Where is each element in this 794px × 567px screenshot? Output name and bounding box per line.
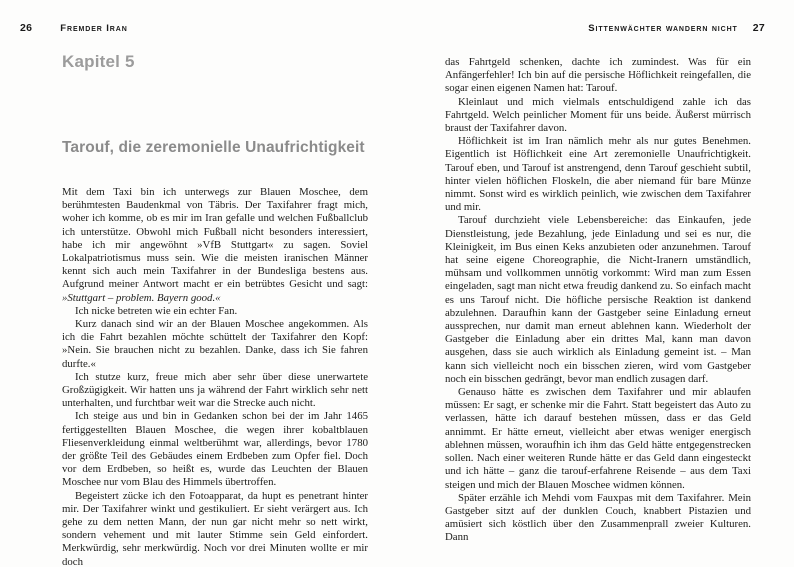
paragraph: Kurz danach sind wir an der Blauen Moschee angekommen. Als ich die Fahrt bezahlen möchte schüttelt der Taxifahrer den Kopf: »Nein. Sie brauchen nicht zu bezahlen. Danke, dass ich Sie fahren durfte.« (62, 318, 368, 370)
paragraph: Genauso hätte es zwischen dem Taxifahrer und mir ablaufen müssen: Er sagt, er schenke mir die Fahrt. Statt begeistert das Auto zu verlassen, hätte ich darauf bestehen müssen, dass er das Geld annimmt. Er hätte erneut, vielleicht aber etwas weniger energisch ablehnen müssen, woraufhin ich ihm das Geld hätte entgegenstrecken sollen. Nach einer weiteren Runde hätte er das Geld dann eingesteckt und ich hätte – ganz die tarouf-erfahrene Reisende – aus dem Taxi steigen und mich der Blauen Moschee widmen können. (445, 386, 751, 491)
paragraph: Mit dem Taxi bin ich unterwegs zur Blauen Moschee, dem berühmtesten Baudenkmal von Täbris. Der Taxifahrer fragt mich, woher ich komme, ob es mir im Iran gefalle und welchen Fußballclub ich unterstütze. Obwohl mich Fußball nicht besonders interessiert, habe ich mir angewöhnt »VfB Stuttgart« zu sagen. Soviel Lokalpatriotismus muss sein. Wie die meisten iranischen Männer kennt sich auch mein Taxifahrer in der Bundesliga bestens aus. Aufgrund meiner Antwort macht er ein betrübtes Gesicht und sagt: »Stuttgart – problem. Bayern good.« (62, 186, 368, 304)
paragraph: Ich stutze kurz, freue mich aber sehr über diese unerwartete Großzügigkeit. Wir hatten uns ja während der Fahrt wirklich sehr nett unterhalten, und furchtbar weit war die Strecke auch nicht. (62, 370, 368, 410)
chapter-title: Tarouf, die zeremonielle Unaufrichtigkeit (62, 139, 365, 156)
paragraph: Ich steige aus und bin in Gedanken schon bei der im Jahr 1465 fertiggestellten Blauen Moschee, die wegen ihrer kobaltblauen Fliesenverkleidung einmal weltberühmt war, allerdings, bevor 1780 der größte Teil des Gebäudes einem Erdbeben zum Opfer fiel. Doch vor dem Erdbeben, so heißt es, wurde das Leuchten der Blauen Moschee nur vom Blau des Himmels übertroffen. (62, 410, 368, 489)
right-running-title: Sittenwächter wandern nicht (588, 23, 738, 34)
paragraph: Ich nicke betreten wie ein echter Fan. (75, 304, 238, 317)
left-page-number: 26 (20, 22, 33, 34)
paragraph: das Fahrtgeld schenken, dachte ich zumindest. Was für ein Anfängerfehler! Ich bin auf die persische Höflichkeit reingefallen, die sogar einen eigenen Namen hat: Tarouf. (445, 56, 751, 95)
paragraph: Tarouf durchzieht viele Lebensbereiche: das Einkaufen, jede Dienstleistung, jede Bezahlung, jede Einladung und sei es nur, die Kleinigkeit, im Bus einen Keks anzubieten oder anzunehmen. Tarouf hat seine eigene Choreographie, die Nicht-Iranern umständlich, mühsam und vollkommen unnötig vorkommt: Wird man zum Essen eingeladen, sagt man nicht etwa freudig dankend zu. So einfach macht es uns Tarouf nicht. Die höfliche persische Reaktion ist dankend abzulehnen. Daraufhin kann der Gastgeber seine Einladung erneut aussprechen, nur damit man erneut ablehnen kann. Wiederholt der Gastgeber die Einladung aber ein drittes Mal, kann man davon ausgehen, dass sie auch wirklich als Einladung gemeint ist. – Man kann sich vielleicht noch ein bisschen zieren, wird vom Gastgeber noch ein bisschen gedrängt, bevor man endlich zusagen darf. (445, 214, 751, 385)
paragraph: Später erzähle ich Mehdi vom Fauxpas mit dem Taxifahrer. Mein Gastgeber sitzt auf der dunklen Couch, knabbert Pistazien und amüsiert sich köstlich über den Zusammenprall zweier Kulturen. Dann (445, 491, 751, 544)
right-body-text (445, 56, 751, 545)
left-body-text (62, 186, 368, 567)
chapter-label: Kapitel 5 (62, 52, 135, 71)
right-page-number: 27 (752, 22, 765, 34)
paragraph: Höflichkeit ist im Iran nämlich mehr als nur gutes Benehmen. Eigentlich ist Höflichkeit eine Art zeremonielle Unaufrichtigkeit. Tarouf eben, und Tarouf ist anstrengend, denn Tarouf geschieht subtil, hinter vielen höflichen Floskeln, die aber niemand für bare Münze nimmt. Sonst wird es wirklich peinlich, wie zwischen dem Taxifahrer und mir. (445, 135, 751, 214)
paragraph: Begeistert zücke ich den Fotoapparat, da hupt es penetrant hinter mir. Der Taxifahrer winkt und gestikuliert. Er sieht verärgert aus. Ich gehe zu dem netten Mann, der nun gar nicht mehr so nett wirkt, sondern vehement und mit lauter Stimme sein Geld einfordert. Merkwürdig, sehr merkwürdig. Noch vor drei Minuten wollte er mir doch (62, 489, 368, 567)
paragraph: Kleinlaut und mich vielmals entschuldigend zahle ich das Fahrtgeld. Welch peinlicher Moment für uns beide. Äußerst mürrisch braust der Taxifahrer davon. (445, 95, 751, 135)
left-running-header (20, 22, 128, 34)
left-running-title: Fremder Iran (60, 23, 128, 34)
right-page (397, 0, 794, 567)
right-running-header (588, 22, 765, 34)
